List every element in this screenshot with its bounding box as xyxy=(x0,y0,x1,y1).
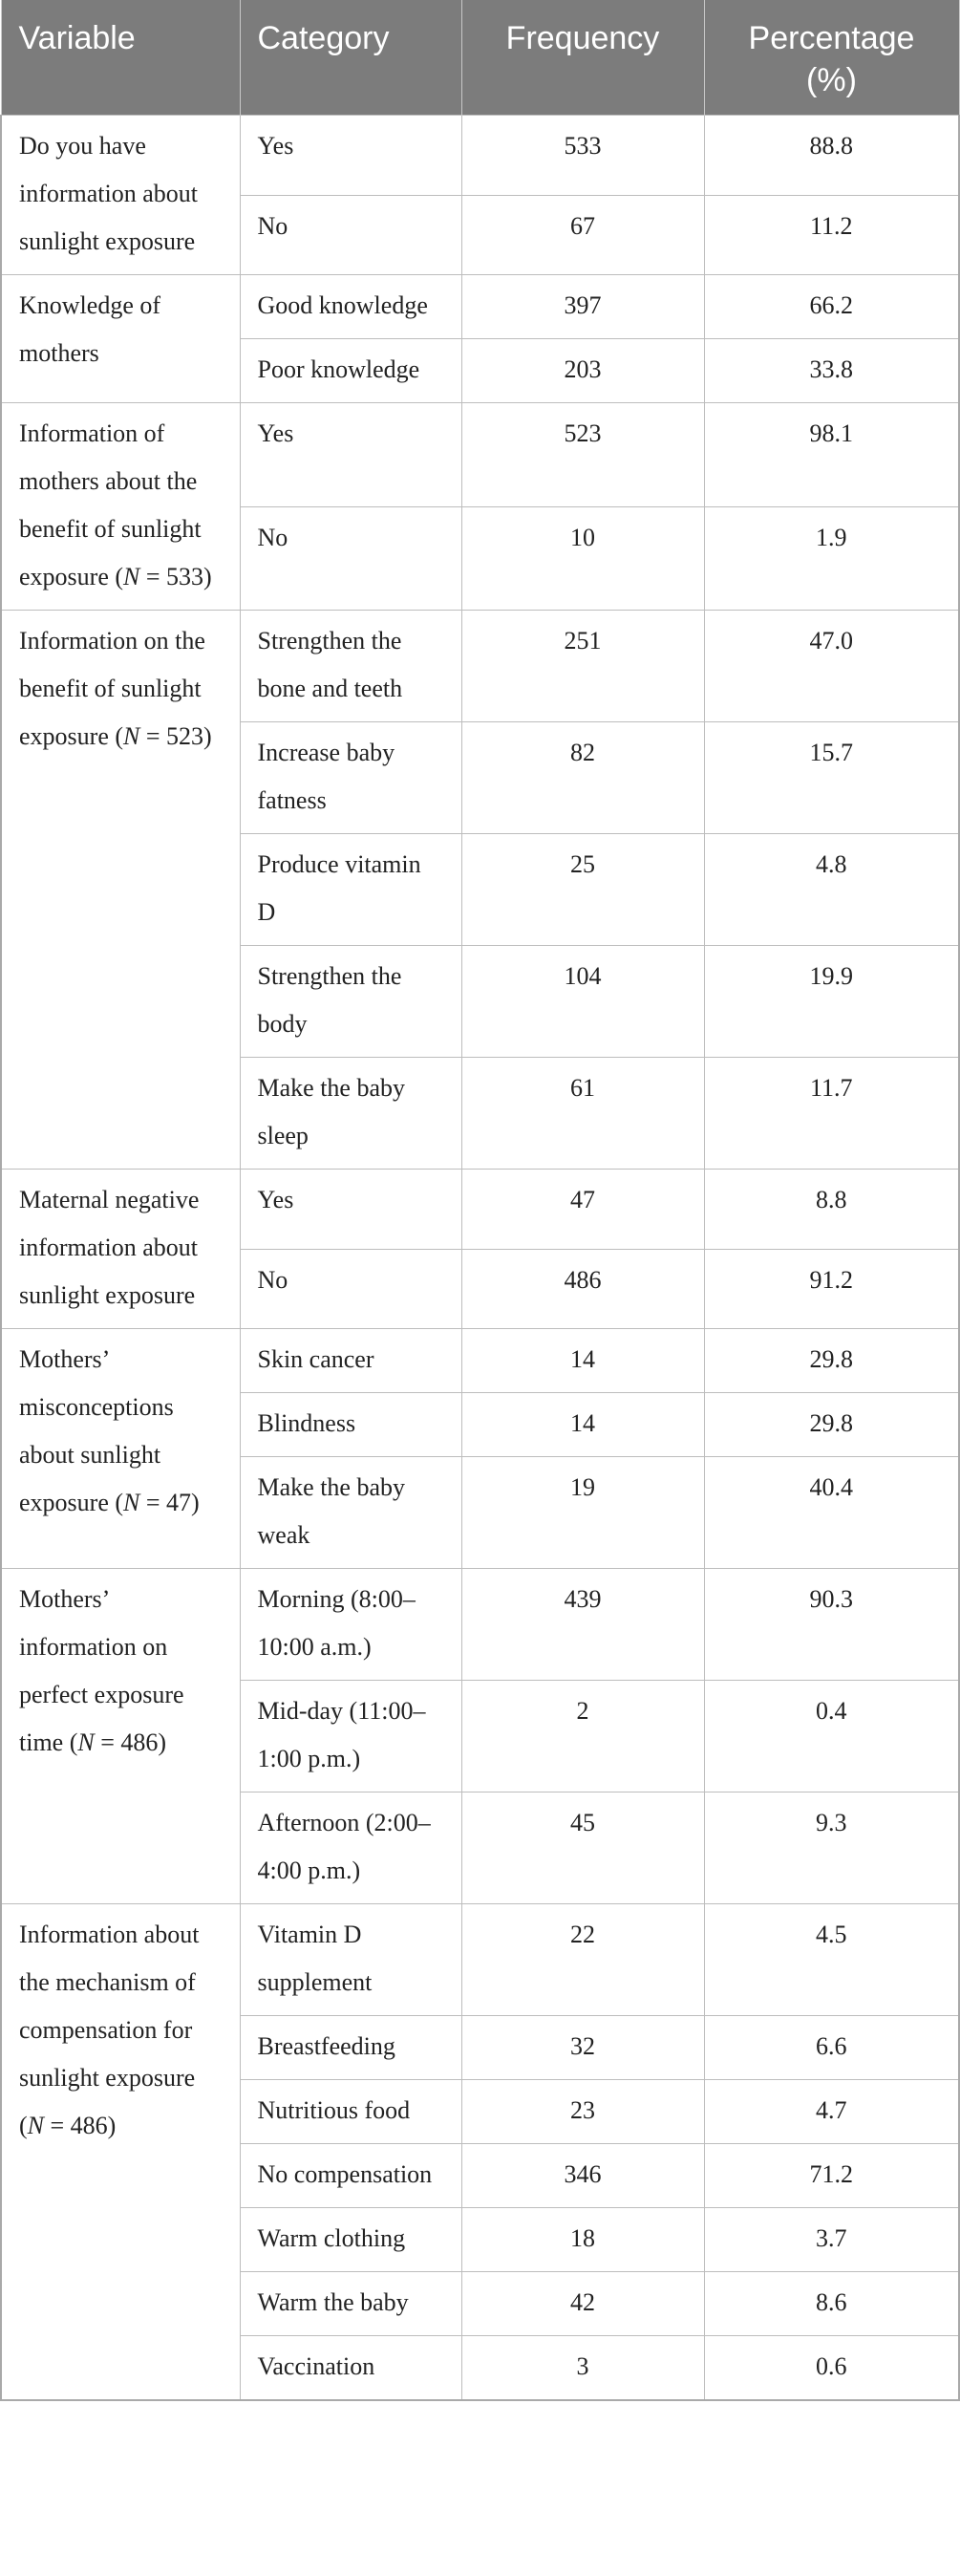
variable-cell: Do you have information about sunlight exposure xyxy=(1,116,240,275)
frequency-cell: 533 xyxy=(461,116,704,196)
percentage-cell: 6.6 xyxy=(704,2016,959,2080)
variable-cell: Mothers’ misconceptions about sunlight exposure (N = 47) xyxy=(1,1329,240,1569)
percentage-cell: 1.9 xyxy=(704,506,959,611)
category-cell: No xyxy=(240,195,461,275)
frequency-cell: 439 xyxy=(461,1569,704,1681)
table-row xyxy=(1,1569,959,1681)
frequency-cell: 23 xyxy=(461,2080,704,2144)
category-cell: Yes xyxy=(240,403,461,507)
percentage-cell: 3.7 xyxy=(704,2208,959,2272)
percentage-cell: 71.2 xyxy=(704,2144,959,2208)
frequency-cell: 47 xyxy=(461,1170,704,1250)
category-cell: Strengthen the bone and teeth xyxy=(240,611,461,722)
percentage-cell: 8.6 xyxy=(704,2272,959,2336)
category-cell: Afternoon (2:00–4:00 p.m.) xyxy=(240,1792,461,1904)
table-header xyxy=(1,0,959,116)
percentage-cell: 19.9 xyxy=(704,946,959,1058)
table-row xyxy=(1,1904,959,2016)
frequency-cell: 42 xyxy=(461,2272,704,2336)
percentage-cell: 4.7 xyxy=(704,2080,959,2144)
frequency-cell: 203 xyxy=(461,339,704,403)
percentage-cell: 15.7 xyxy=(704,722,959,834)
category-cell: Blindness xyxy=(240,1393,461,1457)
variable-cell: Maternal negative information about sunlight exposure xyxy=(1,1170,240,1329)
frequency-cell: 104 xyxy=(461,946,704,1058)
percentage-cell: 47.0 xyxy=(704,611,959,722)
variable-cell: Knowledge of mothers xyxy=(1,275,240,403)
frequency-cell: 25 xyxy=(461,834,704,946)
percentage-cell: 11.2 xyxy=(704,195,959,275)
variable-cell: Mothers’ information on perfect exposure time (N = 486) xyxy=(1,1569,240,1904)
percentage-cell: 0.4 xyxy=(704,1681,959,1792)
percentage-cell: 40.4 xyxy=(704,1457,959,1569)
percentage-cell: 91.2 xyxy=(704,1249,959,1329)
category-cell: Vitamin D supplement xyxy=(240,1904,461,2016)
percentage-cell: 11.7 xyxy=(704,1058,959,1170)
frequency-cell: 19 xyxy=(461,1457,704,1569)
variable-cell: Information about the mechanism of compensation for sunlight exposure (N = 486) xyxy=(1,1904,240,2401)
frequency-cell: 251 xyxy=(461,611,704,722)
frequency-cell: 45 xyxy=(461,1792,704,1904)
category-cell: Breastfeeding xyxy=(240,2016,461,2080)
percentage-cell: 98.1 xyxy=(704,403,959,507)
category-cell: Mid-day (11:00–1:00 p.m.) xyxy=(240,1681,461,1792)
percentage-cell: 0.6 xyxy=(704,2336,959,2401)
percentage-cell: 4.8 xyxy=(704,834,959,946)
table-row xyxy=(1,1170,959,1250)
category-cell: Make the baby sleep xyxy=(240,1058,461,1170)
frequency-cell: 346 xyxy=(461,2144,704,2208)
frequency-cell: 32 xyxy=(461,2016,704,2080)
header-row xyxy=(1,0,959,116)
frequency-cell: 523 xyxy=(461,403,704,507)
percentage-cell: 29.8 xyxy=(704,1329,959,1393)
header-category: Category xyxy=(240,0,461,116)
table-row xyxy=(1,275,959,339)
frequency-cell: 397 xyxy=(461,275,704,339)
table-row xyxy=(1,116,959,196)
frequency-cell: 486 xyxy=(461,1249,704,1329)
percentage-cell: 88.8 xyxy=(704,116,959,196)
frequency-cell: 10 xyxy=(461,506,704,611)
category-cell: Warm the baby xyxy=(240,2272,461,2336)
percentage-cell: 33.8 xyxy=(704,339,959,403)
frequency-cell: 67 xyxy=(461,195,704,275)
header-frequency: Frequency xyxy=(461,0,704,116)
percentage-cell: 8.8 xyxy=(704,1170,959,1250)
category-cell: Good knowledge xyxy=(240,275,461,339)
percentage-cell: 90.3 xyxy=(704,1569,959,1681)
category-cell: Nutritious food xyxy=(240,2080,461,2144)
category-cell: Morning (8:00–10:00 a.m.) xyxy=(240,1569,461,1681)
category-cell: No xyxy=(240,1249,461,1329)
frequency-cell: 3 xyxy=(461,2336,704,2401)
table-body xyxy=(1,116,959,2401)
category-cell: Skin cancer xyxy=(240,1329,461,1393)
frequency-cell: 18 xyxy=(461,2208,704,2272)
variable-cell: Information on the benefit of sunlight exposure (N = 523) xyxy=(1,611,240,1170)
header-percentage: Percentage (%) xyxy=(704,0,959,116)
category-cell: No compensation xyxy=(240,2144,461,2208)
percentage-cell: 66.2 xyxy=(704,275,959,339)
frequency-cell: 61 xyxy=(461,1058,704,1170)
category-cell: Produce vitamin D xyxy=(240,834,461,946)
percentage-cell: 29.8 xyxy=(704,1393,959,1457)
percentage-cell: 9.3 xyxy=(704,1792,959,1904)
category-cell: Warm clothing xyxy=(240,2208,461,2272)
category-cell: Vaccination xyxy=(240,2336,461,2401)
header-variable: Variable xyxy=(1,0,240,116)
frequency-cell: 22 xyxy=(461,1904,704,2016)
frequency-cell: 82 xyxy=(461,722,704,834)
variable-cell: Information of mothers about the benefit of sunlight exposure (N = 533) xyxy=(1,403,240,611)
frequency-cell: 14 xyxy=(461,1329,704,1393)
table-row xyxy=(1,1329,959,1393)
category-cell: Yes xyxy=(240,116,461,196)
table-row xyxy=(1,611,959,722)
frequency-cell: 2 xyxy=(461,1681,704,1792)
table-row xyxy=(1,403,959,507)
frequency-cell: 14 xyxy=(461,1393,704,1457)
percentage-cell: 4.5 xyxy=(704,1904,959,2016)
category-cell: Increase baby fatness xyxy=(240,722,461,834)
category-cell: Poor knowledge xyxy=(240,339,461,403)
category-cell: Strengthen the body xyxy=(240,946,461,1058)
category-cell: Yes xyxy=(240,1170,461,1250)
category-cell: Make the baby weak xyxy=(240,1457,461,1569)
category-cell: No xyxy=(240,506,461,611)
